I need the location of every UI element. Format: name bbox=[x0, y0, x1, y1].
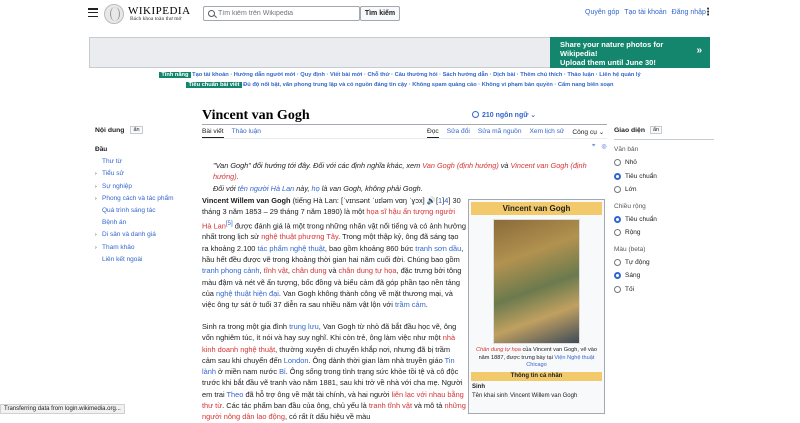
search-button[interactable]: Tìm kiếm bbox=[360, 6, 400, 21]
body-link[interactable]: London bbox=[283, 355, 309, 365]
tab-talk[interactable]: Thảo luận bbox=[231, 128, 261, 135]
caption-text: của Vincent van Gogh, vẽ vào năm 1887, được trưng bày tại bbox=[478, 347, 597, 361]
toolbar-row-1 bbox=[0, 70, 800, 80]
body-link[interactable]: tranh phong cảnh bbox=[202, 266, 260, 276]
option-label: Tự động bbox=[625, 258, 650, 266]
width-group-label: Chiều rộng bbox=[614, 202, 646, 210]
namespace-tabs bbox=[202, 128, 261, 138]
body-text: đã hỗ trợ ông về mặt tài chính, và hai người bbox=[245, 389, 390, 399]
login-link[interactable]: Đăng nhập bbox=[671, 9, 706, 16]
chevron-right-icon[interactable]: › bbox=[95, 183, 97, 190]
toc-item-label[interactable]: Tham khảo bbox=[102, 243, 135, 251]
body-text: . Các tác phẩm ban đầu của ông, chủ yếu là bbox=[222, 401, 367, 411]
body-text: và bbox=[328, 266, 337, 276]
body-link[interactable]: liên lạc với nhau bằng thư từ bbox=[202, 389, 464, 411]
toc-item[interactable] bbox=[95, 181, 185, 193]
toc-item-label[interactable]: Di sản và danh giá bbox=[102, 231, 156, 239]
body-text: . bbox=[425, 300, 428, 310]
article-subject: Vincent Willem van Gogh bbox=[202, 196, 291, 205]
community-toolbar bbox=[0, 70, 800, 90]
body-text: , có rất ít dấu hiệu về màu bbox=[284, 412, 371, 422]
listen-icon[interactable]: ◎ bbox=[601, 144, 607, 150]
banner-cta-line2: Wikipedia! bbox=[560, 49, 598, 58]
tab-edit[interactable]: Sửa đổi bbox=[446, 128, 470, 135]
tab-history[interactable]: Xem lịch sử bbox=[529, 128, 565, 135]
body-text: , bao gồm khoảng 860 bức bbox=[324, 243, 414, 253]
view-tabs bbox=[427, 128, 604, 138]
tab-tools[interactable]: Công cụ ⌄ bbox=[572, 129, 605, 136]
body-text: , thường xuyên di chuyển khắp nơi, nhưng đã bị trầm cảm sau khi chuyển đến bbox=[202, 344, 451, 365]
body-text: . Ông dành thời gian làm nhà truyền giáo bbox=[308, 355, 443, 365]
audio-icon[interactable]: 🔊 bbox=[426, 196, 436, 205]
radio-button[interactable] bbox=[614, 272, 621, 279]
coordinates-icon[interactable]: ⌖ bbox=[592, 143, 596, 149]
hatnote-link[interactable]: tên người Hà Lan bbox=[237, 183, 295, 193]
toc-item[interactable] bbox=[95, 254, 185, 266]
radio-button[interactable] bbox=[614, 229, 621, 236]
option-label: Tiêu chuẩn bbox=[625, 215, 657, 223]
chevron-right-icon[interactable]: › bbox=[95, 232, 97, 239]
color-light-option[interactable] bbox=[614, 269, 714, 283]
wikipedia-globe-logo[interactable] bbox=[104, 4, 124, 24]
option-label: Tiêu chuẩn bbox=[625, 172, 657, 180]
language-count: 210 ngôn ngữ bbox=[482, 112, 529, 119]
infobox-label-birth: Sinh bbox=[472, 383, 485, 390]
caption-link[interactable]: Viện Nghệ thuật Chicago bbox=[526, 354, 595, 368]
body-text: , bbox=[259, 266, 262, 276]
body-text: , đặc trưng bởi tông màu đậm và nét vẽ ấn tượng, bốc đồng và biểu cảm đã góp phần tạo nền tảng của bbox=[202, 266, 462, 298]
chevron-right-icon[interactable]: › bbox=[95, 171, 97, 178]
body-link[interactable]: tranh sơn dầu bbox=[415, 243, 462, 253]
banner-cta-line3: Upload them until June 30! bbox=[560, 58, 656, 67]
body-text: Sinh ra trong một gia đình bbox=[202, 322, 288, 331]
toc-item[interactable] bbox=[95, 193, 185, 205]
toc-item[interactable] bbox=[95, 156, 185, 168]
width-standard-option[interactable] bbox=[614, 213, 714, 227]
infobox-title: Vincent van Gogh bbox=[471, 202, 602, 215]
toolbar-row-2 bbox=[0, 80, 800, 90]
banner-cta-line1: Share your nature photos for bbox=[560, 40, 664, 49]
toc-item-label[interactable]: Tiểu sử bbox=[102, 170, 124, 178]
radio-button[interactable] bbox=[614, 186, 621, 193]
chevron-right-icon[interactable]: › bbox=[95, 244, 97, 251]
body-link[interactable]: tĩnh vật bbox=[263, 266, 288, 276]
main-menu-icon[interactable] bbox=[88, 8, 98, 17]
body-text: 30 tháng 3 năm 1853 – 29 tháng 7 năm 1890) là một bbox=[202, 196, 461, 217]
text-size-large-option[interactable] bbox=[614, 183, 714, 197]
body-link[interactable]: tác phẩm nghệ thuật bbox=[257, 243, 325, 253]
body-link[interactable]: họa sĩ hậu ấn tượng người Hà Lan bbox=[202, 207, 455, 231]
toolbar-badge-standards: Tiêu chuẩn bài viết bbox=[188, 82, 240, 88]
chevron-right-icon[interactable]: › bbox=[95, 195, 97, 202]
site-header bbox=[0, 0, 800, 28]
title-divider bbox=[202, 124, 607, 125]
body-link[interactable]: Bỉ bbox=[279, 367, 286, 377]
radio-button[interactable] bbox=[614, 286, 621, 293]
page-title: Vincent van Gogh bbox=[202, 108, 310, 123]
color-group-label: Màu (beta) bbox=[614, 245, 646, 253]
option-label: Tối bbox=[625, 285, 635, 293]
body-link[interactable]: những người nông dân lao động bbox=[202, 401, 466, 422]
body-link[interactable]: nhà kinh doanh nghệ thuật bbox=[202, 333, 456, 354]
body-link[interactable]: Tin lành bbox=[202, 355, 455, 377]
citation[interactable]: 1 bbox=[438, 196, 443, 205]
create-account-link[interactable]: Tạo tài khoản bbox=[624, 9, 667, 16]
color-dark-option[interactable] bbox=[614, 283, 714, 297]
radio-button[interactable] bbox=[614, 159, 621, 166]
toc-item-label[interactable]: Liên kết ngoài bbox=[102, 255, 143, 263]
toolbar-row-2-links[interactable]: Đủ độ nổi bật, văn phong trung lập và có nguồn đáng tin cậy · Không spam quảng cáo · Không vi phạm bản quyền · Cẩm nang biên soạn bbox=[243, 82, 614, 88]
appearance-divider bbox=[614, 139, 714, 140]
body-text: [ bbox=[435, 196, 439, 205]
body-text: , bbox=[287, 266, 290, 276]
toc-item[interactable] bbox=[95, 217, 185, 229]
toc-item-label[interactable]: Quá trình sáng tác bbox=[102, 206, 156, 214]
language-icon bbox=[472, 111, 479, 118]
color-auto-option[interactable] bbox=[614, 256, 714, 270]
table-of-contents bbox=[95, 126, 185, 266]
user-links bbox=[585, 9, 706, 16]
body-text: (tiếng Hà Lan: [ˈvɪnsənt ˈʋɪləm vɑŋ ˈɣɔx] bbox=[292, 196, 425, 205]
lead-paragraph: Vincent Willem van Gogh (tiếng Hà Lan: [ˈvɪnsənt ˈʋɪləm vɑŋ ˈɣɔx] 🔊[1]4] 30 tháng 3 năm 1853 – 29 tháng 7 năm 1890) là một họa sĩ hậu ấn tượng người Hà Lan[5] được đánh giá là một trong những nhân vật nổi tiếng và có ảnh hưởng nhất trong lịch sử nghệ thuật phương Tây. Trong một thập kỷ, ông đã sáng tạo ra khoảng 2.100 tác phẩm nghệ thuật, bao gồm khoảng 860 bức tranh sơn dầu, hầu hết đều được vẽ trong khoảng thời gian hai năm cuối đời. Chúng bao gồm tranh phong cảnh, tĩnh vật, chân dung và chân dung tự họa, đặc trưng bởi tông màu đậm và nét vẽ ấn tượng, bốc đồng và biểu cảm đã góp phần tạo nền tảng của nghệ thuật hiện đại. Van Gogh không thành công về mặt thương mại, và việc ông tự sát ở tuổi 37 diễn ra sau nhiều năm vật lộn với trầm cảm. bbox=[202, 196, 466, 310]
wikipedia-tagline: Bách khoa toàn thư mở bbox=[130, 16, 182, 22]
appearance-panel bbox=[614, 126, 714, 296]
text-size-small-option[interactable] bbox=[614, 156, 714, 170]
infobox-row bbox=[469, 391, 604, 401]
toc-item[interactable] bbox=[95, 205, 185, 217]
width-wide-option[interactable] bbox=[614, 226, 714, 240]
toolbar-badge-features: Tính năng bbox=[161, 72, 189, 78]
radio-button[interactable] bbox=[614, 173, 621, 180]
toc-hide-button[interactable]: ẩn bbox=[130, 126, 142, 134]
body-link[interactable]: tranh tĩnh vật bbox=[368, 401, 412, 411]
double-chevron-right-icon: » bbox=[696, 45, 702, 56]
more-options-icon[interactable]: ⋮ bbox=[703, 7, 713, 18]
toc-title: Nội dung bbox=[95, 126, 125, 134]
infobox-caption bbox=[469, 344, 604, 372]
body-text: và mô tả bbox=[414, 401, 443, 411]
toc-item[interactable] bbox=[95, 229, 185, 241]
body-text: . Ông sống trong tình trạng sức khỏe tồi tệ và cô độc trước khi bắt đầu vẽ tranh vào năm 1881, sau khi trở về nhà với cha mẹ. Người em trai bbox=[202, 367, 463, 399]
text-size-group-label: Văn bản bbox=[614, 146, 639, 153]
body-text: , hầu hết đều được vẽ trong khoảng thời gian hai năm cuối đời. Chúng bao gồm bbox=[202, 243, 464, 264]
text-size-standard-option[interactable] bbox=[614, 170, 714, 184]
infobox-value: Vincent Willem van Gogh bbox=[510, 392, 578, 399]
browser-status-bar: Transferring data from login.wikimedia.org... bbox=[0, 404, 125, 414]
hatnote-text: . bbox=[236, 172, 239, 182]
hatnote-link[interactable]: Van Gogh (định hướng) bbox=[422, 161, 499, 170]
option-label: Lớn bbox=[625, 186, 637, 194]
tab-tools-label: Công cụ bbox=[572, 129, 597, 136]
article-small-icons bbox=[592, 143, 607, 150]
appearance-hide-button[interactable]: ẩn bbox=[650, 126, 662, 134]
language-button[interactable]: 210 ngôn ngữ ⌄ bbox=[472, 111, 536, 119]
body-link[interactable]: chân dung bbox=[292, 266, 327, 276]
banner-cta-button[interactable] bbox=[550, 37, 710, 68]
citation[interactable]: [5] bbox=[225, 219, 233, 227]
option-label: Nhỏ bbox=[625, 159, 637, 167]
toc-item-top[interactable]: Đầu bbox=[95, 146, 108, 153]
hatnote-text: Đối với bbox=[213, 183, 236, 193]
body-link[interactable]: Theo bbox=[226, 389, 244, 399]
toc-item-label[interactable]: Bệnh án bbox=[102, 219, 127, 227]
search-box bbox=[203, 6, 360, 21]
hatnote-link[interactable]: Vincent van Gogh (định hướng) bbox=[213, 161, 587, 182]
tab-edit-source[interactable]: Sửa mã nguồn bbox=[477, 128, 522, 135]
hatnote-text: là van Gogh, không phải Gogh. bbox=[321, 183, 423, 193]
toc-item-label[interactable]: Thư từ bbox=[102, 158, 122, 166]
toolbar-row-1-links[interactable]: Tạo tài khoản · Hướng dẫn người mới · Quy định · Viết bài mới · Chỗ thử · Câu thường hỏi · Sách hướng dẫn · Dịch bài · Thêm chú thích · Thảo luận · Liên hệ quản lý bbox=[192, 72, 641, 78]
search-icon bbox=[208, 10, 215, 17]
infobox-section-header: Thông tin cá nhân bbox=[471, 372, 602, 381]
toc-item-label[interactable]: Phong cách và tác phẩm bbox=[102, 194, 174, 202]
body-link[interactable]: nghệ thuật hiện đại bbox=[215, 288, 279, 298]
tab-article[interactable]: Bài viết bbox=[202, 128, 224, 138]
hatnote-link[interactable]: họ bbox=[311, 183, 320, 193]
body-text: . Van Gogh không thành công về mặt thương mại, và việc ông tự sát ở tuổi 37 diễn ra sau nhiều năm vật lộn với bbox=[202, 288, 453, 310]
hatnote-text: này, bbox=[296, 183, 310, 193]
body-text: . Trong một thập kỷ, ông đã sáng tạo ra khoảng 2.100 bbox=[202, 232, 459, 253]
wikipedia-wordmark[interactable]: WIKIPEDIA bbox=[128, 5, 191, 17]
body-text: , Van Gogh từ nhỏ đã bắt đầu học vẽ, ông vốn nghiêm túc, ít nói và hay suy nghĩ. Khi còn trẻ, ông làm việc như một bbox=[202, 322, 457, 343]
toc-item-label[interactable]: Sự nghiệp bbox=[102, 182, 133, 190]
option-label: Sáng bbox=[625, 272, 641, 280]
search-input[interactable] bbox=[218, 8, 358, 19]
infobox-key: Tên khai sinh bbox=[472, 392, 508, 399]
radio-button[interactable] bbox=[614, 216, 621, 223]
tab-read[interactable]: Đọc bbox=[427, 128, 439, 138]
body-text: ở miền nam nước bbox=[218, 367, 278, 377]
option-label: Rộng bbox=[625, 229, 641, 237]
body-link[interactable]: chân dung tự họa bbox=[338, 266, 397, 276]
infobox bbox=[468, 199, 605, 414]
appearance-title: Giao diện bbox=[614, 126, 645, 134]
hatnote-text: "Van Gogh" đổi hướng tới đây. Đối với các định nghĩa khác, xem bbox=[213, 161, 421, 170]
hatnote-text: và bbox=[500, 161, 509, 170]
caption-link[interactable]: Chân dung tự họa bbox=[475, 347, 521, 353]
body-link[interactable]: trầm cảm bbox=[394, 300, 426, 310]
self-portrait-image[interactable] bbox=[493, 219, 580, 344]
hatnote bbox=[213, 160, 605, 194]
body-paragraph bbox=[202, 321, 466, 423]
toc-item[interactable] bbox=[95, 242, 185, 254]
body-link[interactable]: trung lưu bbox=[289, 322, 319, 331]
radio-button[interactable] bbox=[614, 259, 621, 266]
citation[interactable]: 4 bbox=[444, 196, 449, 205]
body-link[interactable]: nghệ thuật phương Tây bbox=[261, 232, 339, 242]
toc-item[interactable] bbox=[95, 168, 185, 180]
tabs-divider bbox=[202, 138, 607, 139]
body-text: được đánh giá là một trong những nhân vật nổi tiếng và có ảnh hưởng nhất trong lịch sử bbox=[202, 221, 466, 242]
donate-link[interactable]: Quyên góp bbox=[585, 9, 620, 16]
